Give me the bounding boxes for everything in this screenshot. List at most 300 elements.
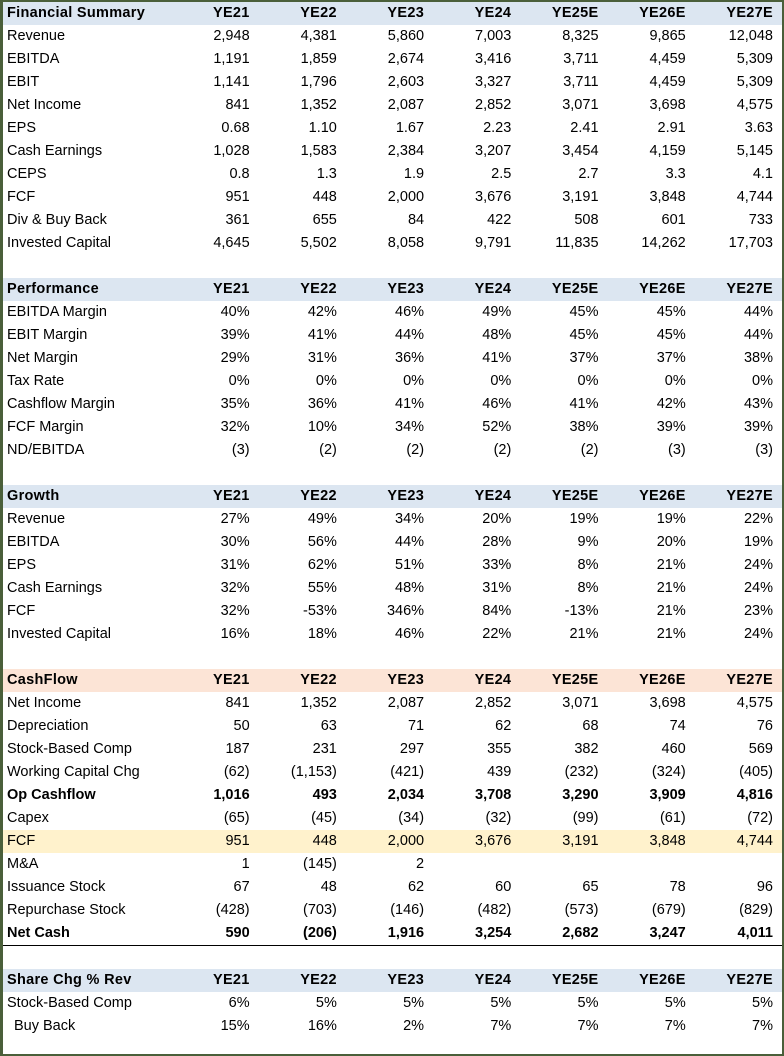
table-row xyxy=(3,554,782,577)
row-label: Net Income xyxy=(7,695,82,711)
cell-value: 4,744 xyxy=(695,830,782,853)
cell-value xyxy=(608,853,695,876)
table-row xyxy=(3,738,782,761)
cell-value: 1,583 xyxy=(300,143,337,159)
cell-value: 733 xyxy=(748,212,773,228)
table-row xyxy=(3,922,782,946)
cell-value: 3,909 xyxy=(649,787,686,803)
cell-value: 9,865 xyxy=(649,28,686,44)
cell-value: 2,384 xyxy=(387,143,425,159)
cell-value: 48% xyxy=(482,327,512,343)
cell-value: (829) xyxy=(739,902,773,918)
cell-value: 7% xyxy=(490,1017,512,1034)
cell-value: 33% xyxy=(482,557,512,573)
cell-value: 78 xyxy=(669,879,686,895)
cell-value: 5,145 xyxy=(736,143,773,159)
cell-value: 1.10 xyxy=(308,120,337,136)
section-header-growth xyxy=(3,485,782,508)
column-header: YE23 xyxy=(346,485,433,508)
table-row xyxy=(3,531,782,554)
cell-value: 34% xyxy=(395,511,425,527)
cell-value: (428) xyxy=(215,902,250,918)
cell-value: 2,000 xyxy=(387,189,425,205)
row-label: Repurchase Stock xyxy=(7,902,126,918)
row-label: Cash Earnings xyxy=(7,580,103,596)
financial-model-table xyxy=(3,2,782,1038)
cell-value: (32) xyxy=(485,810,512,826)
cell-value: 1.3 xyxy=(316,166,337,182)
cell-value: 3,416 xyxy=(475,51,512,67)
cell-value: 5% xyxy=(577,994,599,1011)
row-label: EBITDA xyxy=(7,51,60,67)
row-label: Net Income xyxy=(7,97,82,113)
cell-value: 30% xyxy=(220,534,250,550)
cell-value: 4,744 xyxy=(736,189,773,205)
cell-value: 2.7 xyxy=(578,166,599,182)
cell-value: 41% xyxy=(307,327,337,343)
cell-value: 8% xyxy=(577,580,599,596)
cell-value: 48% xyxy=(395,580,425,596)
column-header: YE21 xyxy=(171,969,258,992)
cell-value: 84 xyxy=(407,212,425,228)
row-label: FCF xyxy=(7,603,36,619)
cell-value: 951 xyxy=(171,830,258,853)
cell-value: 4,575 xyxy=(736,97,773,113)
column-header: YE27E xyxy=(695,485,782,508)
cell-value: 21% xyxy=(656,603,686,619)
row-label: EPS xyxy=(7,120,37,136)
row-label: Stock-Based Comp xyxy=(7,741,132,757)
cell-value: 9% xyxy=(577,534,599,550)
cell-value: 2.91 xyxy=(657,120,686,136)
cell-value: 3,247 xyxy=(608,922,695,946)
table-row xyxy=(3,140,782,163)
cell-value: 21% xyxy=(656,626,686,642)
column-header: YE24 xyxy=(433,669,520,692)
cell-value xyxy=(520,853,607,876)
cell-value: 31% xyxy=(307,350,337,366)
cell-value: 2,852 xyxy=(475,97,512,113)
cell-value: (145) xyxy=(303,856,337,872)
row-label: FCF xyxy=(3,830,171,853)
table-row xyxy=(3,992,782,1015)
cell-value: 50 xyxy=(233,718,250,734)
table-row xyxy=(3,117,782,140)
cell-value: 187 xyxy=(225,741,250,757)
section-spacer xyxy=(3,646,782,669)
cell-value: 3,454 xyxy=(562,143,599,159)
cell-value: 0% xyxy=(490,373,512,389)
column-header: YE22 xyxy=(259,669,346,692)
cell-value: 3.3 xyxy=(665,166,686,182)
cell-value: 355 xyxy=(487,741,512,757)
cell-value: (324) xyxy=(651,764,686,780)
row-label: EBIT Margin xyxy=(7,327,88,343)
cell-value: 422 xyxy=(487,212,512,228)
cell-value: 3,848 xyxy=(649,189,686,205)
cell-value: 21% xyxy=(656,557,686,573)
cell-value: 41% xyxy=(395,396,425,412)
table-row xyxy=(3,48,782,71)
cell-value: 8,058 xyxy=(387,235,425,251)
cell-value: 62 xyxy=(495,718,512,734)
cell-value: 9,791 xyxy=(475,235,512,251)
cell-value: 5% xyxy=(490,994,512,1011)
row-label: Cashflow Margin xyxy=(7,396,115,412)
table-row xyxy=(3,163,782,186)
table-row xyxy=(3,393,782,416)
cell-value: 32% xyxy=(220,603,250,619)
column-header: YE23 xyxy=(346,969,433,992)
table-row xyxy=(3,209,782,232)
cell-value: (232) xyxy=(564,764,599,780)
cell-value: 45% xyxy=(569,304,599,320)
cell-value: 67 xyxy=(233,879,250,895)
cell-value: (3) xyxy=(668,442,686,458)
cell-value: 44% xyxy=(743,327,773,343)
cell-value: (61) xyxy=(659,810,686,826)
cell-value: 12,048 xyxy=(728,28,773,44)
cell-value: 0% xyxy=(315,373,337,389)
cell-value: 8,325 xyxy=(562,28,599,44)
cell-value: 68 xyxy=(582,718,599,734)
cell-value: 3,698 xyxy=(649,695,686,711)
cell-value: 3,676 xyxy=(433,830,520,853)
cell-value: 45% xyxy=(569,327,599,343)
cell-value: 5,309 xyxy=(736,51,773,67)
section-header-share-chg-pct-rev xyxy=(3,969,782,992)
table-row xyxy=(3,761,782,784)
cell-value: 3,254 xyxy=(433,922,520,946)
cell-value: 14,262 xyxy=(641,235,686,251)
cell-value: -53% xyxy=(303,603,337,619)
cell-value: 10% xyxy=(307,419,337,435)
cell-value: 1,028 xyxy=(213,143,250,159)
table-row xyxy=(3,416,782,439)
cell-value: 1,016 xyxy=(213,787,250,803)
row-label: Div & Buy Back xyxy=(7,212,107,228)
cell-value: 19% xyxy=(569,511,599,527)
cell-value: 21% xyxy=(569,626,599,642)
cell-value: 3,708 xyxy=(475,787,512,803)
cell-value: 37% xyxy=(656,350,686,366)
cell-value: 1,352 xyxy=(300,97,337,113)
cell-value: 44% xyxy=(743,304,773,320)
cell-value: 46% xyxy=(395,304,425,320)
cell-value: 46% xyxy=(395,626,425,642)
row-label: Op Cashflow xyxy=(7,787,96,803)
cell-value: 29% xyxy=(220,350,250,366)
cell-value: 36% xyxy=(307,396,337,412)
cell-value xyxy=(433,853,520,876)
section-header-financial-summary xyxy=(3,2,782,25)
cell-value: 4,011 xyxy=(695,922,782,946)
cell-value: 37% xyxy=(569,350,599,366)
cell-value: 4.1 xyxy=(752,166,773,182)
cell-value: 8% xyxy=(577,557,599,573)
cell-value: 0% xyxy=(664,373,686,389)
cell-value: 1,859 xyxy=(300,51,337,67)
section-spacer xyxy=(3,255,782,278)
row-label: Cash Earnings xyxy=(7,143,103,159)
cell-value: 23% xyxy=(743,603,773,619)
cell-value: 56% xyxy=(307,534,337,550)
table-row xyxy=(3,577,782,600)
cell-value: 569 xyxy=(748,741,773,757)
cell-value: (45) xyxy=(311,810,337,826)
cell-value: (703) xyxy=(303,902,337,918)
column-header: YE25E xyxy=(520,485,607,508)
cell-value: 3,290 xyxy=(562,787,599,803)
cell-value: 3,848 xyxy=(608,830,695,853)
cell-value: 15% xyxy=(220,1017,250,1034)
cell-value: 2 xyxy=(416,856,425,872)
cell-value: 46% xyxy=(482,396,512,412)
cell-value xyxy=(695,853,782,876)
cell-value: 74 xyxy=(669,718,686,734)
table-row xyxy=(3,186,782,209)
cell-value: 493 xyxy=(312,787,337,803)
table-row xyxy=(3,899,782,922)
cell-value: 2,087 xyxy=(387,695,425,711)
cell-value: 43% xyxy=(743,396,773,412)
cell-value: 2,682 xyxy=(520,922,607,946)
table-row xyxy=(3,830,782,853)
cell-value: 3,071 xyxy=(562,97,599,113)
table-row xyxy=(3,784,782,807)
cell-value: 36% xyxy=(395,350,425,366)
cell-value: 7% xyxy=(577,1017,599,1034)
cell-value: (2) xyxy=(493,442,512,458)
cell-value: 76 xyxy=(756,718,773,734)
column-header: YE25E xyxy=(520,2,607,25)
cell-value: 2,034 xyxy=(387,787,425,803)
row-label: Buy Back xyxy=(14,1017,76,1034)
cell-value: 3,191 xyxy=(562,189,599,205)
cell-value: 3,207 xyxy=(475,143,512,159)
row-label: Invested Capital xyxy=(7,235,111,251)
cell-value: 0% xyxy=(577,373,599,389)
cell-value: 5% xyxy=(403,994,425,1011)
cell-value: 63 xyxy=(320,718,337,734)
cell-value: 2.23 xyxy=(483,120,512,136)
cell-value: 39% xyxy=(220,327,250,343)
column-header: YE22 xyxy=(259,969,346,992)
cell-value: 7% xyxy=(664,1017,686,1034)
row-label: EBIT xyxy=(7,74,40,90)
cell-value: 3,191 xyxy=(520,830,607,853)
cell-value: 1.67 xyxy=(395,120,425,136)
cell-value: 3,676 xyxy=(475,189,512,205)
cell-value: 96 xyxy=(756,879,773,895)
cell-value: 39% xyxy=(743,419,773,435)
cell-value: (146) xyxy=(390,902,425,918)
table-row xyxy=(3,600,782,623)
column-header: YE26E xyxy=(608,278,695,301)
cell-value: 448 xyxy=(259,830,346,853)
cell-value: 601 xyxy=(661,212,686,228)
cell-value: (482) xyxy=(477,902,512,918)
cell-value: 1,796 xyxy=(300,74,337,90)
column-header: YE25E xyxy=(520,278,607,301)
cell-value: 27% xyxy=(220,511,250,527)
cell-value: 3,698 xyxy=(649,97,686,113)
cell-value: 49% xyxy=(307,511,337,527)
cell-value: 20% xyxy=(656,534,686,550)
cell-value: 21% xyxy=(656,580,686,596)
row-label: CEPS xyxy=(7,166,47,182)
cell-value: 40% xyxy=(220,304,250,320)
table-row xyxy=(3,623,782,646)
cell-value: 346% xyxy=(386,603,425,619)
table-row xyxy=(3,715,782,738)
cell-value: 44% xyxy=(395,327,425,343)
cell-value: 1.9 xyxy=(403,166,425,182)
cell-value: 16% xyxy=(220,626,250,642)
cell-value: 31% xyxy=(482,580,512,596)
cell-value: 1,191 xyxy=(213,51,250,67)
cell-value: 45% xyxy=(656,327,686,343)
cell-value: 5% xyxy=(752,994,773,1011)
cell-value: 382 xyxy=(574,741,599,757)
cell-value: 44% xyxy=(395,534,425,550)
row-label: ND/EBITDA xyxy=(7,442,85,458)
cell-value: 24% xyxy=(743,580,773,596)
cell-value: 841 xyxy=(225,97,250,113)
table-row xyxy=(3,692,782,715)
cell-value: 0.68 xyxy=(221,120,250,136)
table-row xyxy=(3,876,782,899)
cell-value: (2) xyxy=(406,442,425,458)
cell-value: 18% xyxy=(307,626,337,642)
cell-value: (206) xyxy=(259,922,346,946)
section-spacer xyxy=(3,462,782,485)
column-header: YE21 xyxy=(171,669,258,692)
cell-value: 3,711 xyxy=(563,74,599,90)
column-header: YE23 xyxy=(346,669,433,692)
cell-value: 1 xyxy=(241,856,250,872)
cell-value: 17,703 xyxy=(728,235,773,251)
column-header: YE27E xyxy=(695,278,782,301)
cell-value: 22% xyxy=(482,626,512,642)
cell-value: 42% xyxy=(307,304,337,320)
cell-value: 48 xyxy=(320,879,337,895)
cell-value: 448 xyxy=(312,189,337,205)
cell-value: 2,674 xyxy=(387,51,425,67)
cell-value: 460 xyxy=(661,741,686,757)
cell-value: (2) xyxy=(319,442,337,458)
cell-value: 4,816 xyxy=(736,787,773,803)
table-row xyxy=(3,25,782,48)
cell-value: 52% xyxy=(482,419,512,435)
table-row xyxy=(3,94,782,117)
row-label: EBITDA Margin xyxy=(7,304,107,320)
table-row xyxy=(3,1015,782,1038)
cell-value: 0% xyxy=(752,373,773,389)
cell-value: 361 xyxy=(225,212,250,228)
cell-value: 2.5 xyxy=(491,166,512,182)
cell-value: (2) xyxy=(580,442,599,458)
row-label: EPS xyxy=(7,557,37,573)
cell-value: 5,860 xyxy=(387,28,425,44)
cell-value: 38% xyxy=(743,350,773,366)
cell-value: (679) xyxy=(651,902,686,918)
cell-value: 19% xyxy=(656,511,686,527)
cell-value: 51% xyxy=(395,557,425,573)
cell-value: 2,603 xyxy=(387,74,425,90)
cell-value: 5,309 xyxy=(736,74,773,90)
column-header: YE26E xyxy=(608,969,695,992)
cell-value: 2,948 xyxy=(213,28,250,44)
table-row xyxy=(3,71,782,94)
cell-value: 4,159 xyxy=(649,143,686,159)
row-label: Stock-Based Comp xyxy=(7,994,132,1011)
row-label: Net Cash xyxy=(3,922,171,946)
cell-value: 5,502 xyxy=(300,235,337,251)
cell-value: 28% xyxy=(482,534,512,550)
column-header: YE27E xyxy=(695,2,782,25)
row-label: Invested Capital xyxy=(7,626,111,642)
table-row xyxy=(3,439,782,462)
column-header: YE21 xyxy=(171,485,258,508)
column-header: YE22 xyxy=(259,485,346,508)
row-label: Revenue xyxy=(7,28,66,44)
column-header: YE22 xyxy=(259,2,346,25)
column-header: YE24 xyxy=(433,969,520,992)
section-title: Financial Summary xyxy=(3,2,171,25)
cell-value: (99) xyxy=(572,810,599,826)
column-header: YE24 xyxy=(433,2,520,25)
cell-value: 38% xyxy=(569,419,599,435)
column-header: YE25E xyxy=(520,969,607,992)
column-header: YE23 xyxy=(346,278,433,301)
column-header: YE27E xyxy=(695,969,782,992)
cell-value: 22% xyxy=(743,511,773,527)
section-title: Share Chg % Rev xyxy=(3,969,171,992)
cell-value: 31% xyxy=(220,557,250,573)
cell-value: 34% xyxy=(395,419,425,435)
row-label: Tax Rate xyxy=(7,373,65,389)
cell-value: 16% xyxy=(307,1017,337,1034)
table-row xyxy=(3,807,782,830)
table-row xyxy=(3,853,782,876)
table-row xyxy=(3,508,782,531)
column-header: YE24 xyxy=(433,278,520,301)
cell-value: 24% xyxy=(743,626,773,642)
cell-value: (65) xyxy=(223,810,250,826)
column-header: YE24 xyxy=(433,485,520,508)
cell-value: 0% xyxy=(403,373,425,389)
column-header: YE21 xyxy=(171,278,258,301)
cell-value: 65 xyxy=(582,879,599,895)
table-body xyxy=(3,2,782,1038)
column-header: YE26E xyxy=(608,485,695,508)
column-header: YE26E xyxy=(608,669,695,692)
cell-value: 1,352 xyxy=(300,695,337,711)
cell-value: (421) xyxy=(390,764,425,780)
cell-value: 655 xyxy=(312,212,337,228)
column-header: YE25E xyxy=(520,669,607,692)
cell-value: 3,327 xyxy=(475,74,512,90)
cell-value: 4,575 xyxy=(736,695,773,711)
cell-value: (72) xyxy=(747,810,773,826)
row-label: EBITDA xyxy=(7,534,60,550)
cell-value: 20% xyxy=(482,511,512,527)
column-header: YE26E xyxy=(608,2,695,25)
row-label: Issuance Stock xyxy=(7,879,106,895)
table-row xyxy=(3,232,782,255)
cell-value: 42% xyxy=(656,396,686,412)
